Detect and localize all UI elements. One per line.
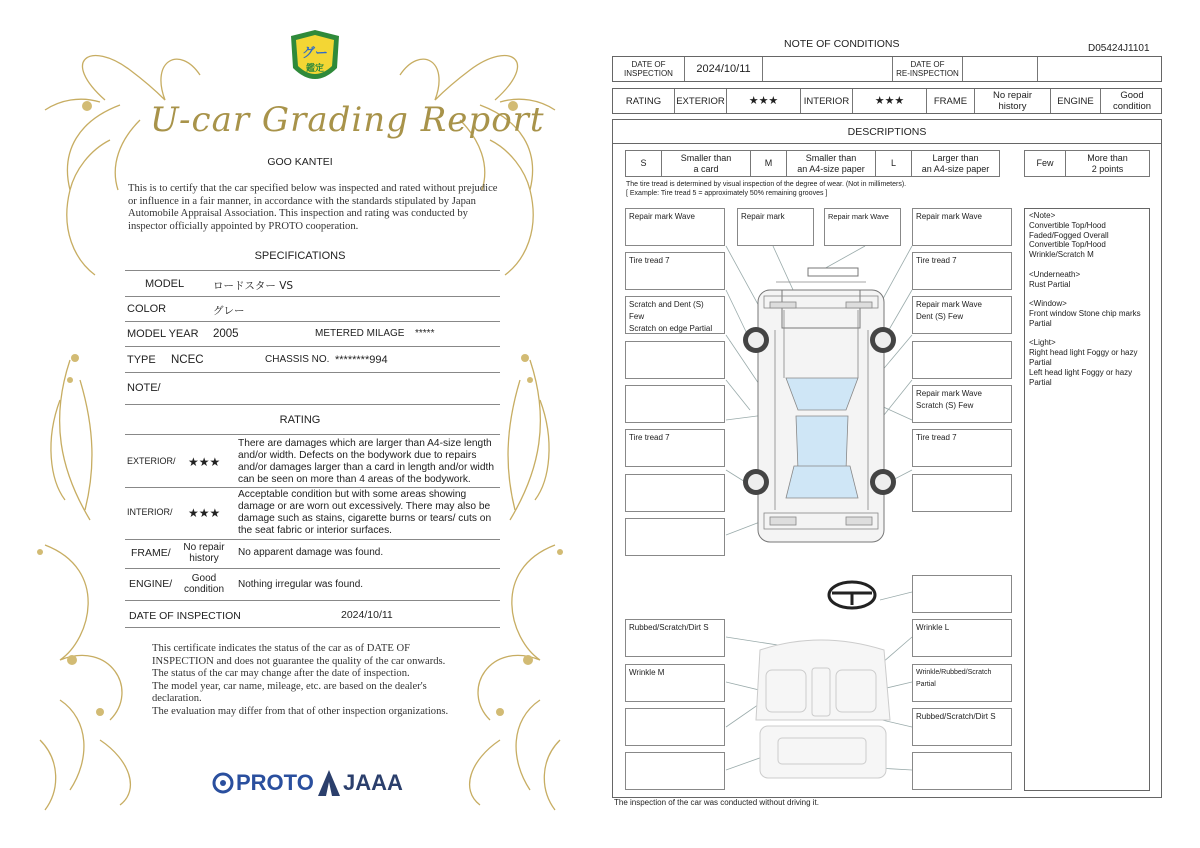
chassis-value: ********994 [335, 354, 388, 366]
mid-note-1: Repair mark [737, 208, 814, 246]
exterior-label: EXTERIOR [675, 89, 727, 113]
note-title: NOTE OF CONDITIONS [784, 38, 900, 50]
goo-kantei-badge-icon [287, 30, 343, 92]
right-note-7 [912, 474, 1012, 512]
left-note-3-text: Scratch and Dent (S) Few Scratch on edge Partial [629, 300, 713, 333]
spec-row-model-year [125, 322, 500, 347]
date-of-inspection-label: DATE OF INSPECTION [613, 57, 685, 81]
spec-row-type [125, 347, 500, 373]
interior-label: INTERIOR [801, 89, 853, 113]
specifications-heading: SPECIFICATIONS [254, 250, 346, 262]
spec-row-note [125, 373, 500, 405]
inspection-footer: The inspection of the car was conducted without driving it. [614, 798, 819, 807]
exterior-description: There are damages which are larger than A4-size length and/or width. Defects on the bodywork due to repairs and/or damages larger than a card in length and/or width can be seen on more than 4 areas of the bodywork. [238, 438, 494, 485]
interior-label: INTERIOR/ [127, 507, 173, 517]
spec-divider [125, 246, 500, 271]
document-id: D05424J1101 [1088, 43, 1150, 54]
report-title: U-car Grading Report [150, 100, 545, 140]
interior-stars: ★★★ [188, 506, 221, 520]
metered-mileage-value: ***** [415, 328, 435, 339]
exterior-label: EXTERIOR/ [127, 456, 176, 466]
descriptions-heading: DESCRIPTIONS [847, 126, 927, 138]
mid-note-2: Repair mark Wave [824, 208, 901, 246]
left-note-1: Repair mark Wave [625, 208, 725, 246]
jaaa-logo-text: JAAA [343, 770, 403, 795]
type-value: NCEC [171, 354, 204, 366]
exterior-stars: ★★★ [727, 89, 801, 113]
metered-mileage-label: METERED MILAGE [315, 328, 405, 339]
rating-heading: RATING [279, 414, 321, 426]
model-label: MODEL [145, 278, 185, 290]
type-label: TYPE [127, 354, 156, 366]
date-of-inspection-value: 2024/10/11 [685, 57, 763, 81]
spec-row-color [125, 297, 500, 322]
legend-l: L [875, 150, 912, 177]
left-note-7 [625, 474, 725, 512]
legend-s-desc: Smaller than a card [661, 150, 751, 177]
left-note-8 [625, 518, 725, 556]
interior-left-note-1: Rubbed/Scratch/Dirt S [625, 619, 725, 657]
right-note-3: Repair mark Wave Dent (S) Few [912, 296, 1012, 334]
inspection-date-label: DATE OF INSPECTION [129, 610, 241, 622]
proto-logo-icon [212, 772, 234, 794]
left-note-2: Tire tread 7 [625, 252, 725, 290]
note-of-conditions [600, 0, 1200, 848]
tire-tread-note: The tire tread is determined by visual inspection of the degree of wear. (Not in millimeters). [ Example: Tire tread 5 = approximately 50% remaining grooves ] [626, 181, 907, 197]
rating-divider [125, 410, 500, 435]
proto-logo-text: PROTO [236, 770, 314, 795]
right-note-2: Tire tread 7 [912, 252, 1012, 290]
right-note-4 [912, 341, 1012, 379]
legend-l-desc: Larger than an A4-size paper [911, 150, 1000, 177]
engine-value: Good condition [183, 573, 225, 595]
left-note-6: Tire tread 7 [625, 429, 725, 467]
inspection-date-value: 2024/10/11 [341, 609, 393, 621]
engine-description: Nothing irregular was found. [238, 579, 364, 590]
interior-left-note-4 [625, 752, 725, 790]
color-value: グレー [213, 305, 245, 317]
engine-label: ENGINE/ [129, 578, 173, 590]
right-note-6: Tire tread 7 [912, 429, 1012, 467]
certificate-disclaimer: This certificate indicates the status of the car as of DATE OF INSPECTION and does not guarantee the quality of the car onwards. The status of the car may change after the date of inspection. The model year, car name, mileage, etc. are based on the dealer's declaration. The evaluation may differ from that of other inspection organizations. [152, 643, 449, 717]
left-note-5 [625, 385, 725, 423]
rating-label: RATING [613, 89, 675, 113]
engine-value: Good condition [1112, 90, 1152, 112]
color-label: COLOR [127, 303, 167, 315]
re-inspection-label: DATE OF RE-INSPECTION [893, 57, 963, 81]
frame-value: No repair history [183, 542, 225, 564]
rating-row-engine [125, 569, 500, 601]
interior-right-note-1 [912, 575, 1012, 613]
interior-right-note-4: Rubbed/Scratch/Dirt S [912, 708, 1012, 746]
right-note-1: Repair mark Wave [912, 208, 1012, 246]
jaaa-logo-icon [318, 770, 340, 796]
svg-text:鑑定: 鑑定 [305, 64, 325, 74]
interior-right-note-3: Wrinkle/Rubbed/Scratch Partial [912, 664, 1012, 702]
side-notes-panel: <Note> Convertible Top/Hood Faded/Fogged Overall Convertible Top/Hood Wrinkle/Scratch M <Underneath> Rust Partial <Window> Front window Stone chip marks Partial <Light> Right head light Foggy or hazy Partial Left head light Foggy or hazy Partial [1024, 208, 1150, 791]
left-note-3 [625, 296, 725, 334]
legend-m: M [750, 150, 787, 177]
legend-few: Few [1024, 150, 1066, 177]
frame-label: FRAME/ [131, 547, 171, 559]
interior-left-note-3 [625, 708, 725, 746]
frame-label: FRAME [927, 89, 975, 113]
spec-row-model [125, 272, 500, 297]
interior-right-note-2: Wrinkle L [912, 619, 1012, 657]
rating-row-frame [125, 540, 500, 569]
right-note-5: Repair mark Wave Scratch (S) Few [912, 385, 1012, 423]
steering-wheel-icon [829, 582, 875, 608]
model-year-label: MODEL YEAR [127, 328, 199, 340]
left-note-4 [625, 341, 725, 379]
interior-left-note-2: Wrinkle M [625, 664, 725, 702]
model-value: ロードスター VS [213, 280, 294, 292]
interior-right-note-5 [912, 752, 1012, 790]
note-label: NOTE/ [127, 382, 161, 394]
legend-m-desc: Smaller than an A4-size paper [786, 150, 876, 177]
rating-row-date [125, 601, 500, 628]
model-year-value: 2005 [213, 328, 239, 340]
interior-stars: ★★★ [853, 89, 927, 113]
legend-s: S [625, 150, 662, 177]
svg-text:グー: グー [301, 46, 329, 61]
certification-statement: This is to certify that the car specified below was inspected and rated without prejudice or influence in a fair manner, in accordance with the standards stipulated by Japan Automobile Appraisal Association. This inspection and rating was conducted by inspector officially appointed by PROTO cooperation. [128, 183, 498, 232]
legend-few-desc: More than 2 points [1065, 150, 1150, 177]
frame-description: No apparent damage was found. [238, 547, 384, 558]
report-subtitle: GOO KANTEI [267, 156, 333, 168]
exterior-stars: ★★★ [188, 455, 221, 469]
interior-description: Acceptable condition but with some areas showing damage or are worn out excessively. There may also be damage such as stains, cigarette burns or tears/ cuts on the seat fabric or interior surfaces. [238, 489, 492, 536]
chassis-label: CHASSIS NO. [265, 354, 330, 365]
frame-value: No repair history [975, 89, 1051, 113]
engine-label: ENGINE [1051, 89, 1101, 113]
